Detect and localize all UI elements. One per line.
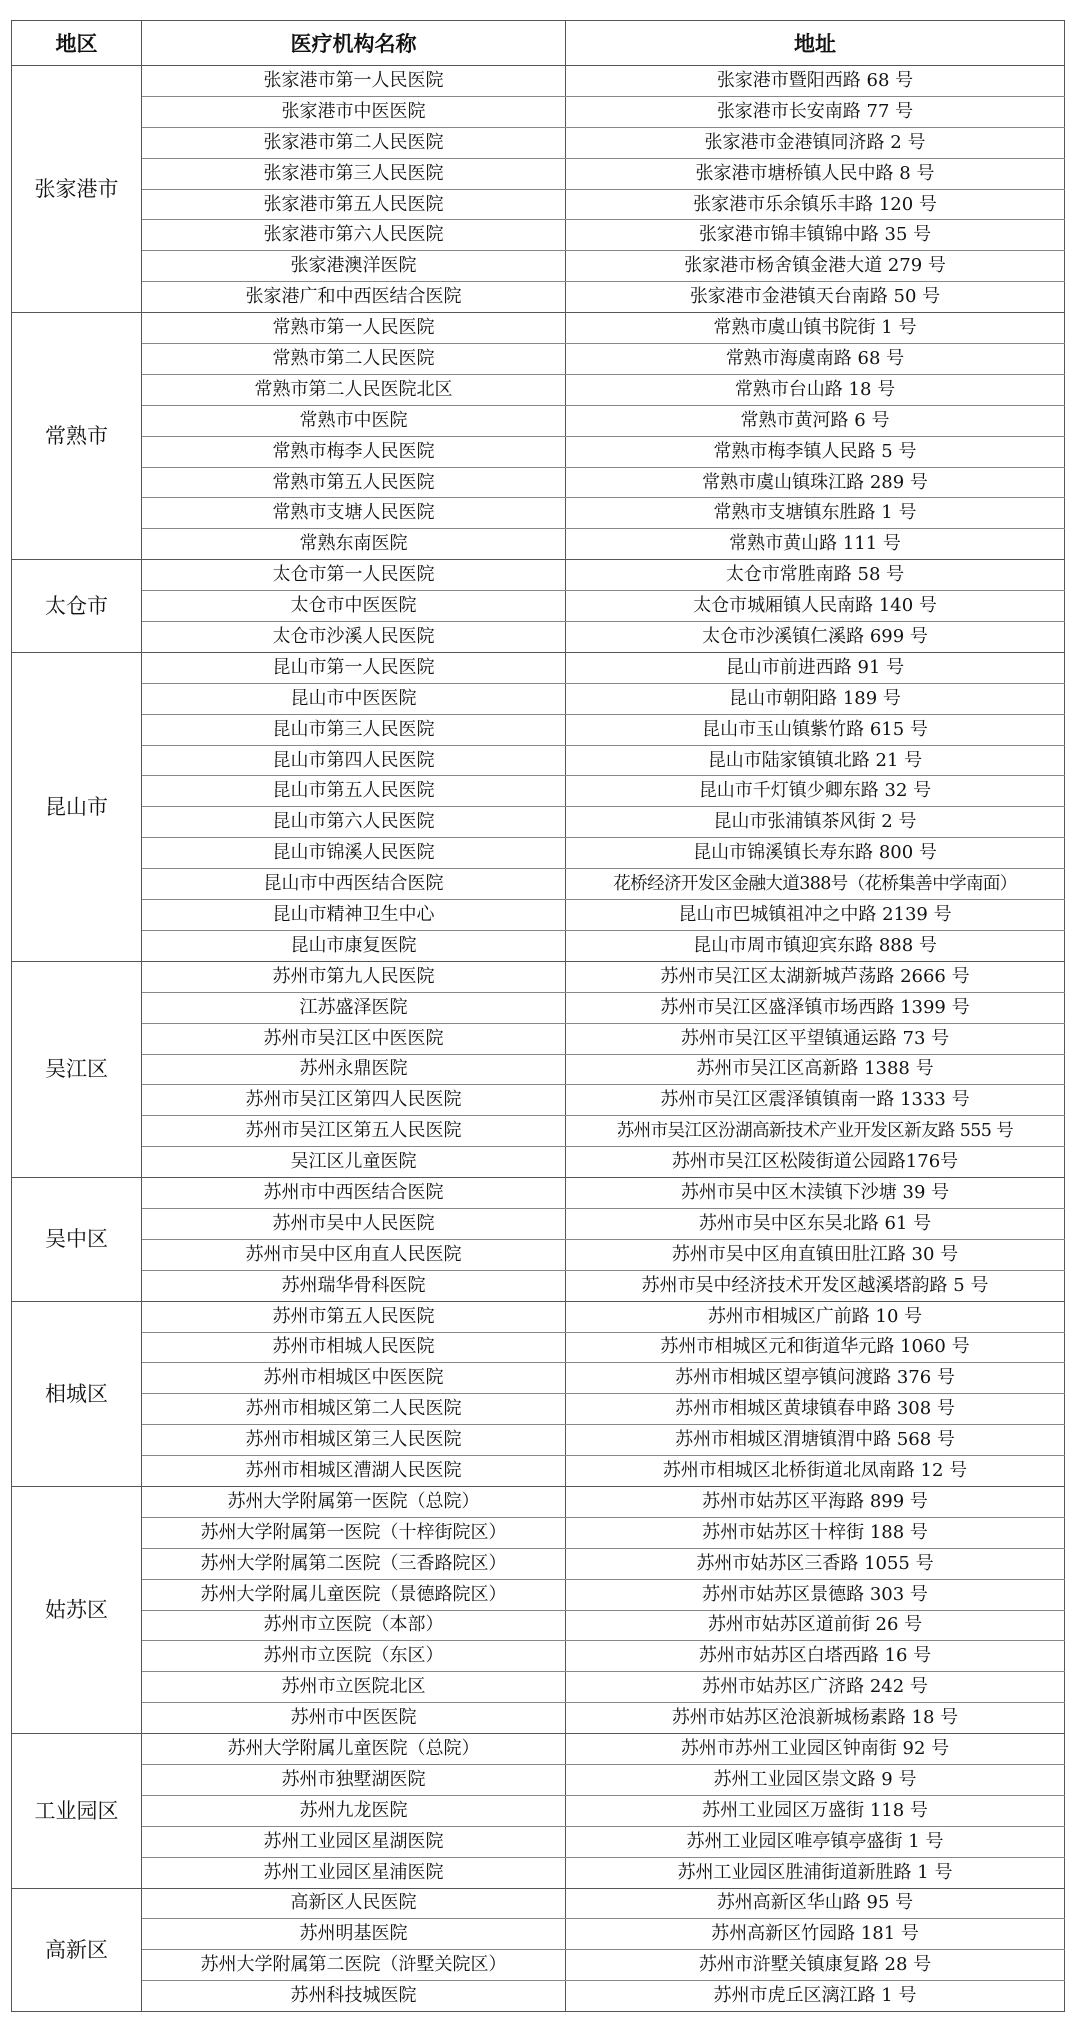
address-cell: 苏州工业园区万盛街 118 号 [566, 1795, 1065, 1826]
address-cell: 张家港市锦丰镇锦中路 35 号 [566, 220, 1065, 251]
address-cell: 苏州市姑苏区三香路 1055 号 [566, 1548, 1065, 1579]
institution-name-cell: 昆山市第四人民医院 [142, 745, 566, 776]
address-cell: 昆山市玉山镇紫竹路 615 号 [566, 714, 1065, 745]
institution-name-cell: 苏州瑞华骨科医院 [142, 1270, 566, 1301]
address-cell: 苏州市姑苏区平海路 899 号 [566, 1486, 1065, 1517]
table-row [12, 776, 1065, 807]
address-cell: 昆山市巴城镇祖冲之中路 2139 号 [566, 900, 1065, 931]
institution-name-cell: 苏州九龙医院 [142, 1795, 566, 1826]
address-cell: 苏州工业园区崇文路 9 号 [566, 1764, 1065, 1795]
address-cell: 苏州市吴江区平望镇通运路 73 号 [566, 1023, 1065, 1054]
table-body [12, 66, 1065, 2012]
header-name: 医疗机构名称 [142, 21, 566, 66]
table-row [12, 1857, 1065, 1888]
table-row [12, 1981, 1065, 2012]
table-row [12, 560, 1065, 591]
address-cell: 常熟市台山路 18 号 [566, 374, 1065, 405]
institution-name-cell: 常熟市第五人民医院 [142, 467, 566, 498]
address-cell: 常熟市虞山镇珠江路 289 号 [566, 467, 1065, 498]
table-row [12, 1208, 1065, 1239]
header-row [12, 21, 1065, 66]
table-row [12, 313, 1065, 344]
institution-name-cell: 昆山市第三人民医院 [142, 714, 566, 745]
table-row [12, 1795, 1065, 1826]
address-cell: 张家港市金港镇同济路 2 号 [566, 127, 1065, 158]
table-row [12, 1888, 1065, 1919]
institution-name-cell: 苏州市中西医结合医院 [142, 1178, 566, 1209]
table-row [12, 1826, 1065, 1857]
address-cell: 昆山市张浦镇茶风街 2 号 [566, 807, 1065, 838]
address-cell: 苏州市虎丘区漓江路 1 号 [566, 1981, 1065, 2012]
institution-name-cell: 苏州市相城人民医院 [142, 1332, 566, 1363]
address-cell: 太仓市沙溪镇仁溪路 699 号 [566, 622, 1065, 653]
institution-name-cell: 吴江区儿童医院 [142, 1147, 566, 1178]
table-row [12, 1270, 1065, 1301]
address-cell: 张家港市塘桥镇人民中路 8 号 [566, 158, 1065, 189]
address-cell: 苏州市姑苏区十梓街 188 号 [566, 1517, 1065, 1548]
institution-name-cell: 常熟市第二人民医院北区 [142, 374, 566, 405]
header-address: 地址 [566, 21, 1065, 66]
institution-name-cell: 张家港广和中西医结合医院 [142, 282, 566, 313]
address-cell: 苏州市吴中区东吴北路 61 号 [566, 1208, 1065, 1239]
institution-name-cell: 昆山市第一人民医院 [142, 652, 566, 683]
institution-name-cell: 苏州大学附属第一医院（总院） [142, 1486, 566, 1517]
institution-name-cell: 苏州市中医医院 [142, 1703, 566, 1734]
address-cell: 常熟市支塘镇东胜路 1 号 [566, 498, 1065, 529]
table-row [12, 1085, 1065, 1116]
table-row [12, 436, 1065, 467]
institution-name-cell: 常熟市第二人民医院 [142, 344, 566, 375]
address-cell: 昆山市陆家镇镇北路 21 号 [566, 745, 1065, 776]
institution-name-cell: 高新区人民医院 [142, 1888, 566, 1919]
table-row [12, 1641, 1065, 1672]
address-cell: 苏州高新区竹园路 181 号 [566, 1919, 1065, 1950]
address-cell: 常熟市黄山路 111 号 [566, 529, 1065, 560]
table-row [12, 869, 1065, 900]
table-row [12, 930, 1065, 961]
address-cell: 太仓市常胜南路 58 号 [566, 560, 1065, 591]
table-row [12, 1579, 1065, 1610]
address-cell: 苏州市姑苏区白塔西路 16 号 [566, 1641, 1065, 1672]
institution-name-cell: 苏州市吴江区第四人民医院 [142, 1085, 566, 1116]
table-row [12, 1332, 1065, 1363]
hospital-table [11, 20, 1065, 2012]
institution-name-cell: 苏州市吴中区甪直人民医院 [142, 1239, 566, 1270]
region-cell: 张家港市 [12, 66, 142, 313]
address-cell: 苏州市相城区广前路 10 号 [566, 1301, 1065, 1332]
table-row [12, 1919, 1065, 1950]
address-cell: 昆山市朝阳路 189 号 [566, 683, 1065, 714]
address-cell: 苏州工业园区胜浦街道新胜路 1 号 [566, 1857, 1065, 1888]
address-cell: 昆山市锦溪镇长寿东路 800 号 [566, 838, 1065, 869]
institution-name-cell: 昆山市第五人民医院 [142, 776, 566, 807]
table-row [12, 1147, 1065, 1178]
region-cell: 高新区 [12, 1888, 142, 2012]
address-cell: 苏州市相城区元和街道华元路 1060 号 [566, 1332, 1065, 1363]
address-cell: 苏州市吴江区高新路 1388 号 [566, 1054, 1065, 1085]
institution-name-cell: 张家港市第五人民医院 [142, 189, 566, 220]
institution-name-cell: 苏州市相城区第二人民医院 [142, 1394, 566, 1425]
address-cell: 苏州市吴江区震泽镇镇南一路 1333 号 [566, 1085, 1065, 1116]
institution-name-cell: 张家港市第二人民医院 [142, 127, 566, 158]
table-row [12, 1363, 1065, 1394]
address-cell: 张家港市杨舍镇金港大道 279 号 [566, 251, 1065, 282]
region-cell: 相城区 [12, 1301, 142, 1486]
institution-name-cell: 苏州市相城区漕湖人民医院 [142, 1456, 566, 1487]
table-row [12, 282, 1065, 313]
table-row [12, 992, 1065, 1023]
institution-name-cell: 太仓市第一人民医院 [142, 560, 566, 591]
table-row [12, 1517, 1065, 1548]
table-row [12, 1178, 1065, 1209]
table-row [12, 96, 1065, 127]
table-row [12, 251, 1065, 282]
table-row [12, 714, 1065, 745]
institution-name-cell: 常熟东南医院 [142, 529, 566, 560]
table-row [12, 1734, 1065, 1765]
table-row [12, 652, 1065, 683]
address-cell: 苏州市浒墅关镇康复路 28 号 [566, 1950, 1065, 1981]
institution-name-cell: 苏州永鼎医院 [142, 1054, 566, 1085]
region-cell: 吴中区 [12, 1178, 142, 1302]
table-row [12, 1456, 1065, 1487]
institution-name-cell: 苏州大学附属第二医院（浒墅关院区） [142, 1950, 566, 1981]
hospital-table-container [11, 20, 1064, 2012]
table-row [12, 591, 1065, 622]
address-cell: 苏州市相城区望亭镇问渡路 376 号 [566, 1363, 1065, 1394]
address-cell: 苏州市姑苏区景德路 303 号 [566, 1579, 1065, 1610]
address-cell: 苏州市吴中区木渎镇下沙塘 39 号 [566, 1178, 1065, 1209]
address-cell: 昆山市周市镇迎宾东路 888 号 [566, 930, 1065, 961]
address-cell: 苏州工业园区唯亭镇亭盛街 1 号 [566, 1826, 1065, 1857]
institution-name-cell: 张家港市第三人民医院 [142, 158, 566, 189]
institution-name-cell: 昆山市中医医院 [142, 683, 566, 714]
address-cell: 苏州市苏州工业园区钟南街 92 号 [566, 1734, 1065, 1765]
region-cell: 姑苏区 [12, 1486, 142, 1733]
table-row [12, 374, 1065, 405]
table-row [12, 1054, 1065, 1085]
institution-name-cell: 张家港澳洋医院 [142, 251, 566, 282]
table-row [12, 220, 1065, 251]
address-cell: 张家港市长安南路 77 号 [566, 96, 1065, 127]
address-cell: 花桥经济开发区金融大道388号（花桥集善中学南面） [566, 869, 1065, 900]
table-row [12, 1394, 1065, 1425]
institution-name-cell: 常熟市梅李人民医院 [142, 436, 566, 467]
table-row [12, 1548, 1065, 1579]
table-row [12, 1425, 1065, 1456]
institution-name-cell: 常熟市中医院 [142, 405, 566, 436]
table-row [12, 838, 1065, 869]
address-cell: 常熟市黄河路 6 号 [566, 405, 1065, 436]
table-row [12, 189, 1065, 220]
institution-name-cell: 苏州市第五人民医院 [142, 1301, 566, 1332]
institution-name-cell: 昆山市中西医结合医院 [142, 869, 566, 900]
table-row [12, 961, 1065, 992]
address-cell: 苏州市相城区黄埭镇春申路 308 号 [566, 1394, 1065, 1425]
region-cell: 太仓市 [12, 560, 142, 653]
table-row [12, 622, 1065, 653]
institution-name-cell: 常熟市支塘人民医院 [142, 498, 566, 529]
institution-name-cell: 苏州大学附属第二医院（三香路院区） [142, 1548, 566, 1579]
address-cell: 常熟市梅李镇人民路 5 号 [566, 436, 1065, 467]
address-cell: 苏州市相城区北桥街道北凤南路 12 号 [566, 1456, 1065, 1487]
address-cell: 苏州市吴江区汾湖高新技术产业开发区新友路 555 号 [566, 1116, 1065, 1147]
table-row [12, 344, 1065, 375]
table-row [12, 1672, 1065, 1703]
address-cell: 苏州市吴中经济技术开发区越溪塔韵路 5 号 [566, 1270, 1065, 1301]
table-row [12, 467, 1065, 498]
address-cell: 张家港市金港镇天台南路 50 号 [566, 282, 1065, 313]
institution-name-cell: 苏州市立医院（东区） [142, 1641, 566, 1672]
table-row [12, 1610, 1065, 1641]
address-cell: 常熟市海虞南路 68 号 [566, 344, 1065, 375]
address-cell: 昆山市前进西路 91 号 [566, 652, 1065, 683]
address-cell: 苏州市吴江区盛泽镇市场西路 1399 号 [566, 992, 1065, 1023]
institution-name-cell: 苏州大学附属儿童医院（景德路院区） [142, 1579, 566, 1610]
institution-name-cell: 张家港市中医医院 [142, 96, 566, 127]
address-cell: 苏州高新区华山路 95 号 [566, 1888, 1065, 1919]
table-row [12, 1764, 1065, 1795]
table-row [12, 158, 1065, 189]
institution-name-cell: 苏州市吴江区第五人民医院 [142, 1116, 566, 1147]
institution-name-cell: 昆山市第六人民医院 [142, 807, 566, 838]
address-cell: 昆山市千灯镇少卿东路 32 号 [566, 776, 1065, 807]
institution-name-cell: 苏州市吴江区中医医院 [142, 1023, 566, 1054]
institution-name-cell: 苏州科技城医院 [142, 1981, 566, 2012]
institution-name-cell: 张家港市第六人民医院 [142, 220, 566, 251]
institution-name-cell: 苏州市相城区中医医院 [142, 1363, 566, 1394]
address-cell: 苏州市姑苏区广济路 242 号 [566, 1672, 1065, 1703]
address-cell: 苏州市吴江区松陵街道公园路176号 [566, 1147, 1065, 1178]
address-cell: 张家港市暨阳西路 68 号 [566, 66, 1065, 97]
table-row [12, 1950, 1065, 1981]
address-cell: 苏州市相城区渭塘镇渭中路 568 号 [566, 1425, 1065, 1456]
address-cell: 苏州市姑苏区道前街 26 号 [566, 1610, 1065, 1641]
institution-name-cell: 江苏盛泽医院 [142, 992, 566, 1023]
institution-name-cell: 苏州市相城区第三人民医院 [142, 1425, 566, 1456]
institution-name-cell: 常熟市第一人民医院 [142, 313, 566, 344]
institution-name-cell: 苏州市吴中人民医院 [142, 1208, 566, 1239]
address-cell: 太仓市城厢镇人民南路 140 号 [566, 591, 1065, 622]
table-header [12, 21, 1065, 66]
header-region: 地区 [12, 21, 142, 66]
institution-name-cell: 苏州大学附属第一医院（十梓街院区） [142, 1517, 566, 1548]
address-cell: 常熟市虞山镇书院街 1 号 [566, 313, 1065, 344]
region-cell: 吴江区 [12, 961, 142, 1177]
institution-name-cell: 昆山市康复医院 [142, 930, 566, 961]
institution-name-cell: 苏州大学附属儿童医院（总院） [142, 1734, 566, 1765]
institution-name-cell: 太仓市中医医院 [142, 591, 566, 622]
table-row [12, 900, 1065, 931]
table-row [12, 127, 1065, 158]
institution-name-cell: 苏州市立医院北区 [142, 1672, 566, 1703]
institution-name-cell: 苏州市独墅湖医院 [142, 1764, 566, 1795]
institution-name-cell: 昆山市锦溪人民医院 [142, 838, 566, 869]
address-cell: 苏州市吴江区太湖新城芦荡路 2666 号 [566, 961, 1065, 992]
institution-name-cell: 昆山市精神卫生中心 [142, 900, 566, 931]
region-cell: 工业园区 [12, 1734, 142, 1888]
table-row [12, 1023, 1065, 1054]
table-row [12, 745, 1065, 776]
table-row [12, 683, 1065, 714]
institution-name-cell: 苏州工业园区星湖医院 [142, 1826, 566, 1857]
table-row [12, 807, 1065, 838]
region-cell: 昆山市 [12, 652, 142, 961]
table-row [12, 1239, 1065, 1270]
table-row [12, 405, 1065, 436]
table-row [12, 1486, 1065, 1517]
institution-name-cell: 张家港市第一人民医院 [142, 66, 566, 97]
institution-name-cell: 太仓市沙溪人民医院 [142, 622, 566, 653]
institution-name-cell: 苏州市立医院（本部） [142, 1610, 566, 1641]
table-row [12, 498, 1065, 529]
address-cell: 苏州市吴中区甪直镇田肚江路 30 号 [566, 1239, 1065, 1270]
address-cell: 张家港市乐余镇乐丰路 120 号 [566, 189, 1065, 220]
table-row [12, 1301, 1065, 1332]
table-row [12, 1116, 1065, 1147]
institution-name-cell: 苏州市第九人民医院 [142, 961, 566, 992]
institution-name-cell: 苏州工业园区星浦医院 [142, 1857, 566, 1888]
address-cell: 苏州市姑苏区沧浪新城杨素路 18 号 [566, 1703, 1065, 1734]
institution-name-cell: 苏州明基医院 [142, 1919, 566, 1950]
table-row [12, 529, 1065, 560]
table-row [12, 1703, 1065, 1734]
table-row [12, 66, 1065, 97]
region-cell: 常熟市 [12, 313, 142, 560]
